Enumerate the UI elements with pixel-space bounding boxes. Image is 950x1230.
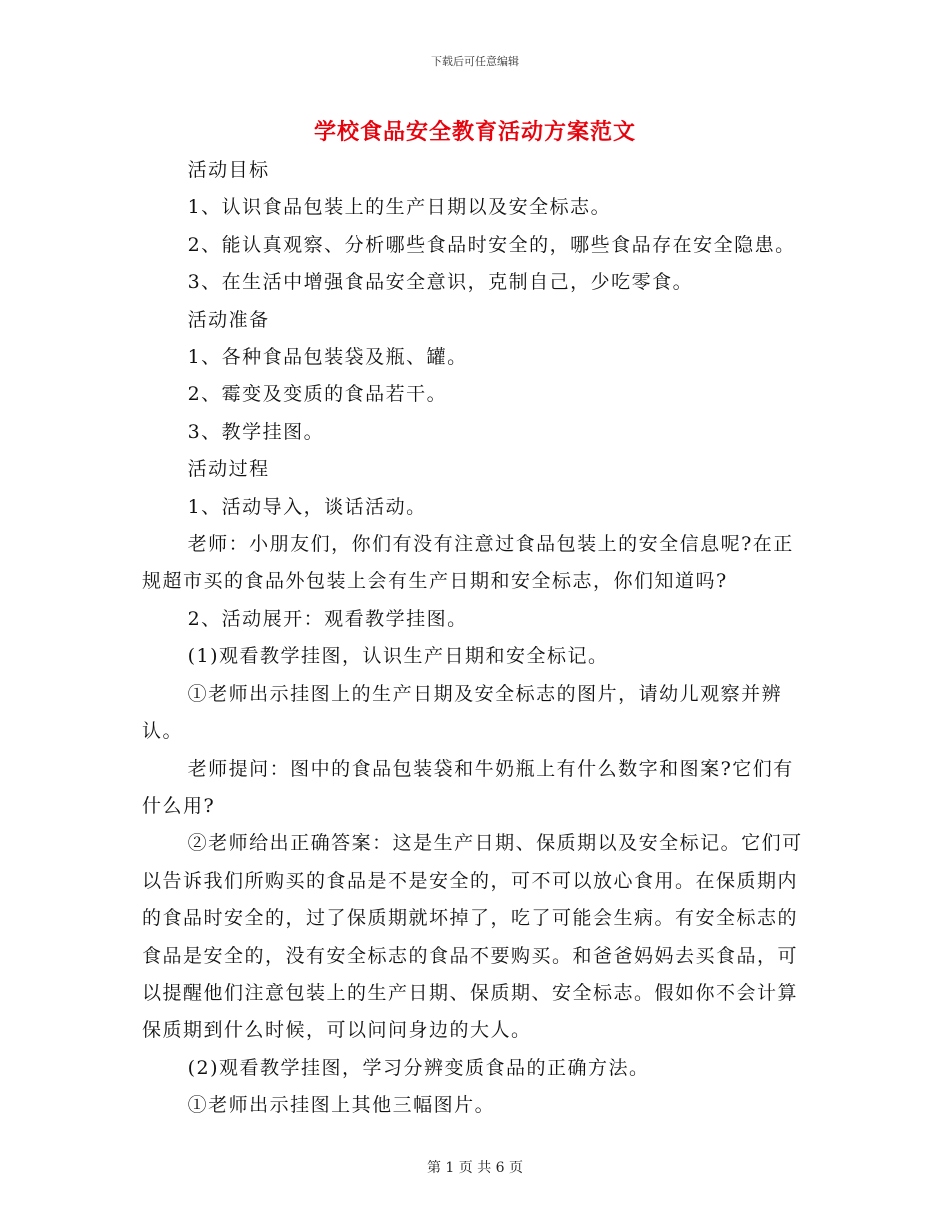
paragraph: ②老师给出正确答案：这是生产日期、保质期以及安全标记。它们可以告诉我们所购买的食品是不是安全的，可不可以放心食用。在保质期内的食品时安全的，过了保质期就坏掉了，吃了可能会生病。有安全标志的食品是安全的，没有安全标志的食品不要购买。和爸爸妈妈去买食品，可以提醒他们注意包装上的生产日期、保质期、安全标志。假如你不会计算保质期到什么时候，可以问问身边的大人。 (142, 832, 803, 1042)
document-body (142, 152, 812, 1125)
section-heading-goals: 活动目标 (187, 159, 270, 181)
section-heading-process: 活动过程 (187, 458, 270, 481)
header-note: 下载后可任意编辑 (431, 55, 519, 68)
section-heading-preparation: 活动准备 (187, 308, 270, 331)
paragraph: 1、认识食品包装上的生产日期以及安全标志。 (187, 196, 612, 219)
paragraph: 2、活动展开：观看教学挂图。 (187, 607, 468, 630)
paragraph: 2、能认真观察、分析哪些食品时安全的，哪些食品存在安全隐患。 (187, 233, 796, 256)
paragraph: 1、各种食品包装袋及瓶、罐。 (187, 346, 468, 369)
page-footer: 第 1 页 共 6 页 (426, 1160, 524, 1176)
paragraph: (2)观看教学挂图，学习分辨变质食品的正确方法。 (187, 1056, 650, 1079)
document-title: 学校食品安全教育活动方案范文 (313, 119, 636, 145)
paragraph: 老师提问：图中的食品包装袋和牛奶瓶上有什么数字和图案?它们有什么用? (142, 757, 794, 817)
paragraph: ①老师出示挂图上其他三幅图片。 (187, 1094, 496, 1117)
paragraph: (1)观看教学挂图，认识生产日期和安全标记。 (187, 645, 609, 668)
paragraph: 3、在生活中增强食品安全意识，克制自己，少吃零食。 (187, 271, 694, 294)
paragraph: ①老师出示挂图上的生产日期及安全标志的图片，请幼儿观察并辨认。 (142, 682, 783, 743)
paragraph: 1、活动导入，谈话活动。 (187, 495, 427, 518)
paragraph: 3、教学挂图。 (187, 420, 325, 443)
paragraph: 2、霉变及变质的食品若干。 (187, 383, 448, 406)
paragraph: 老师：小朋友们，你们有没有注意过食品包装上的安全信息呢?在正规超市买的食品外包装上会有生产日期和安全标志，你们知道吗? (142, 533, 794, 593)
